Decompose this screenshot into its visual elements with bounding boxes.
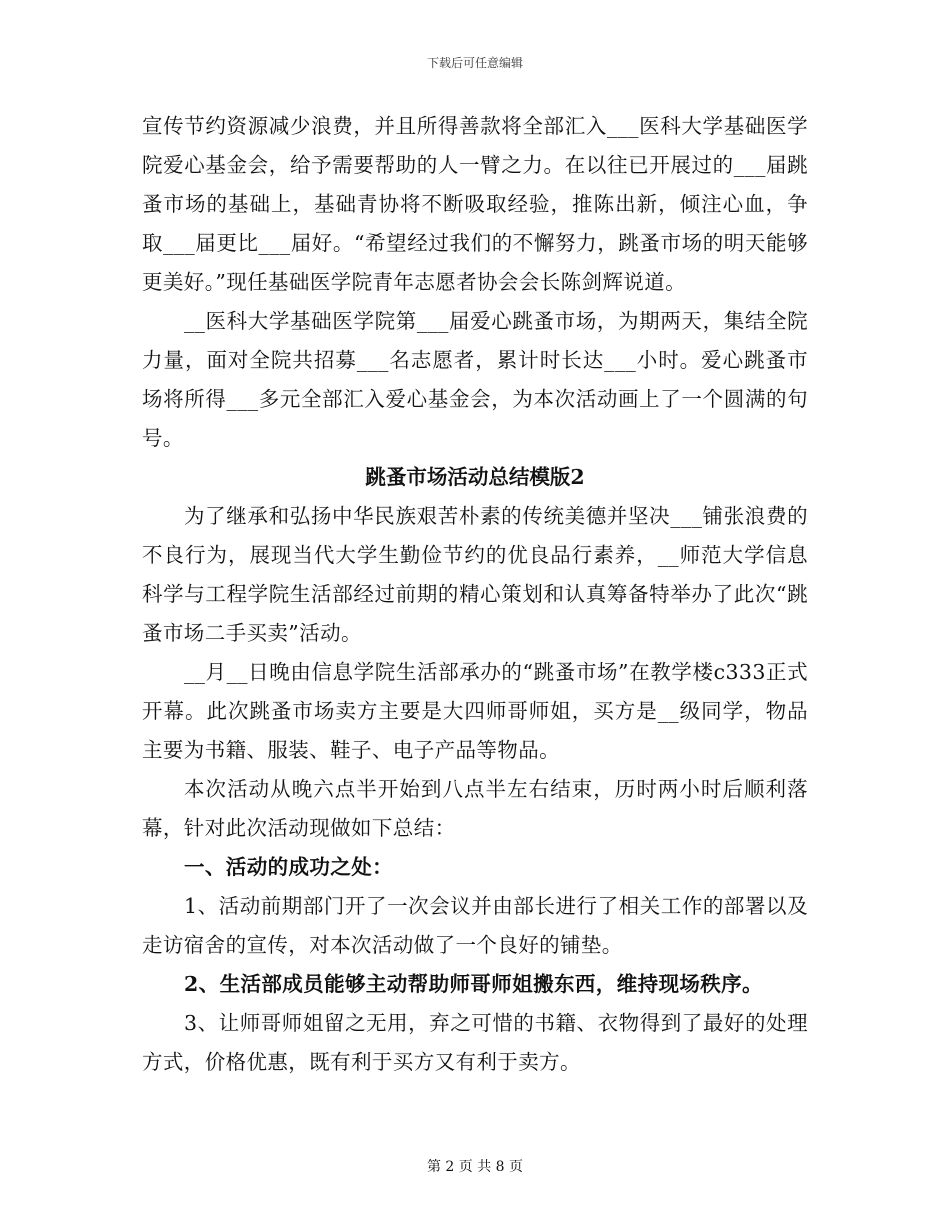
paragraph-3: 为了继承和弘扬中华民族艰苦朴素的传统美德并坚决___铺张浪费的不良行为，展现当代大学生勤俭节约的优良品行素养，__师范大学信息科学与工程学院生活部经过前期的精心策划和认真筹备特举办了此次“跳蚤市场二手买卖”活动。	[142, 504, 808, 645]
paragraph-2: __医科大学基础医学院第___届爱心跳蚤市场，为期两天，集结全院力量，面对全院共招募___名志愿者，累计时长达___小时。爱心跳蚤市场将所得___多元全部汇入爱心基金会，为本次活动画上了一个圆满的句号。	[142, 309, 808, 450]
paragraph-item-3: 3、让师哥师姐留之无用，弃之可惜的书籍、衣物得到了最好的处理方式，价格优惠，既有利于买方又有利于卖方。	[142, 1011, 808, 1074]
section-title: 跳蚤市场活动总结模版2	[365, 465, 585, 489]
page-number: 第 2 页 共 8 页	[426, 1159, 524, 1175]
paragraph-item-1: 1、活动前期部门开了一次会议并由部长进行了相关工作的部署以及走访宿舍的宣传，对本次活动做了一个良好的铺垫。	[142, 894, 808, 957]
subheading-success: 一、活动的成功之处：	[184, 855, 393, 879]
paragraph-item-2: 2、生活部成员能够主动帮助师哥师姐搬东西，维持现场秩序。	[184, 972, 763, 996]
paragraph-5: 本次活动从晚六点半开始到八点半左右结束，历时两小时后顺利落幕，针对此次活动现做如下总结：	[142, 777, 808, 840]
paragraph-1: 宣传节约资源减少浪费，并且所得善款将全部汇入___医科大学基础医学院爱心基金会，给予需要帮助的人一臂之力。在以往已开展过的___届跳蚤市场的基础上，基础青协将不断吸取经验，推陈出新，倾注心血，争取___届更比___届好。“希望经过我们的不懈努力，跳蚤市场的明天能够更美好。”现任基础医学院青年志愿者协会会长陈剑辉说道。	[142, 114, 808, 294]
document-body	[142, 107, 808, 1082]
paragraph-4: __月__日晚由信息学院生活部承办的“跳蚤市场”在教学楼c333正式开幕。此次跳蚤市场卖方主要是大四师哥师姐，买方是__级同学，物品主要为书籍、服装、鞋子、电子产品等物品。	[142, 660, 808, 762]
header-note: 下载后可任意编辑	[426, 56, 523, 70]
